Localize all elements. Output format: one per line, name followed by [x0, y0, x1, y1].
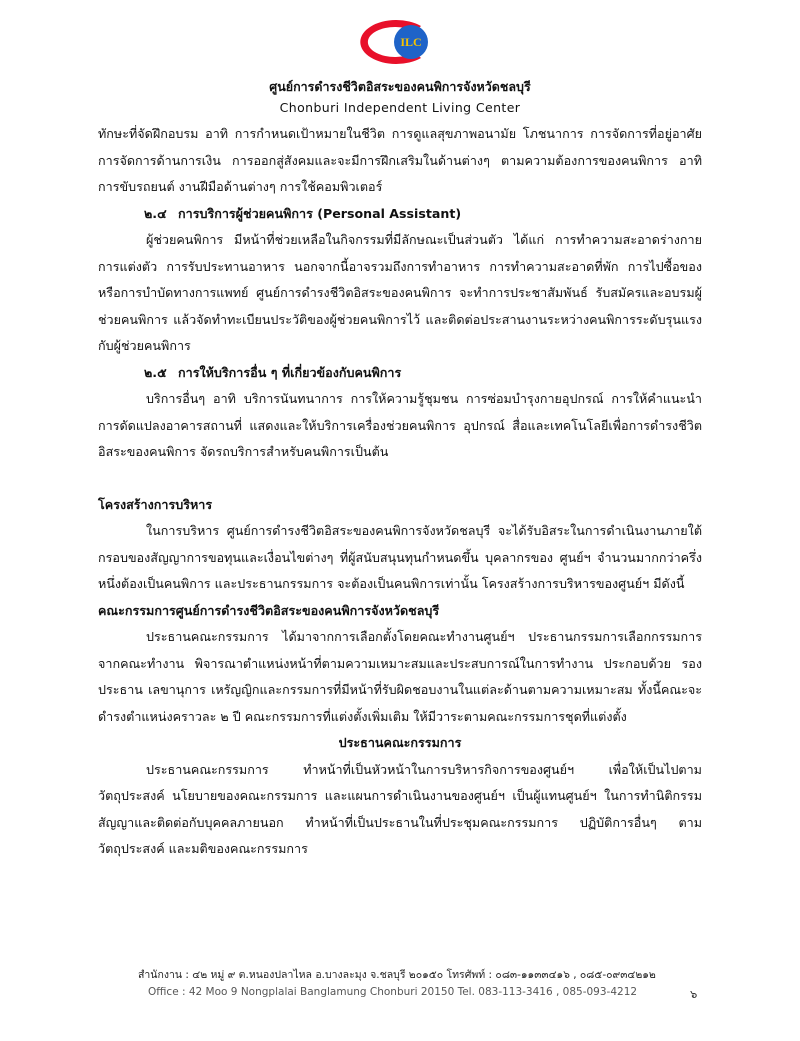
section-2-5-paragraph: บริการอื่นๆ อาทิ บริการนันทนาการ การให้ความรู้ชุมชน การซ่อมบำรุงกายอุปกรณ์ การให้คำแนะนำการดัดแปลงอาคารสถานที่ แสดงและให้บริการเครื่องช่วยคนพิการ อุปกรณ์ สื่อและเทคโนโลยีเพื่อการดำรงชีวิตอิสระของคนพิการ จัดรถบริการสำหรับคนพิการเป็นต้น — [98, 391, 702, 459]
document-body — [98, 121, 702, 863]
org-name-english: Chonburi Independent Living Center — [279, 100, 521, 115]
committee-paragraph: ประธานคณะกรรมการ ได้มาจากการเลือกตั้งโดยคณะทำงานศูนย์ฯ ประธานกรรมการเลือกกรรมการจากคณะทำงาน พิจารณาตำแหน่งหน้าที่ตามความเหมาะสมและประสบการณ์ในการทำงาน ประกอบด้วย รองประธาน เลขานุการ เหรัญญิกและกรรมการที่มีหน้าที่รับผิดชอบงานในแต่ละด้านตามความเหมาะสม ทั้งนี้คณะจะดำรงตำแหน่งคราวละ ๒ ปี คณะกรรมการที่แต่งตั้งเพิ่มเติม ให้มีวาระตามคณะกรรมการชุดที่แต่งตั้ง — [98, 629, 702, 724]
ilc-logo — [355, 12, 455, 72]
footer-address-thai: สำนักงาน : ๔๒ หมู่ ๙ ต.หนองปลาไหล อ.บางละมุง จ.ชลบุรี ๒๐๑๕๐ โทรศัพท์ : ๐๘๓-๑๑๓๓๔๑๖ , ๐๘๕-๐๙๓๔๒๑๒ — [138, 969, 656, 981]
admin-structure-paragraph: ในการบริหาร ศูนย์การดำรงชีวิตอิสระของคนพิการจังหวัดชลบุรี จะได้รับอิสระในการดำเนินงานภายใต้กรอบของสัญญาการขอทุนและเงื่อนไขต่างๆ ที่ผู้สนับสนุนทุนกำหนดขึ้น บุคลากรของ ศูนย์ฯ จำนวนมากกว่าครึ่งหนึ่งต้องเป็นคนพิการ และประธานกรรมการ จะต้องเป็นคนพิการเท่านั้น โครงสร้างการบริหารของศูนย์ฯ มีดังนี้ — [98, 523, 702, 591]
footer-address-english: Office : 42 Moo 9 Nongplalai Banglamung Chonburi 20150 Tel. 083-113-3416 , 085-093-4212 — [148, 986, 638, 998]
committee-heading: คณะกรรมการศูนย์การดำรงชีวิตอิสระของคนพิการจังหวัดชลบุรี — [98, 602, 440, 618]
spacer — [98, 466, 702, 492]
admin-structure-heading: โครงสร้างการบริหาร — [98, 496, 213, 512]
section-2-4-number: ๒.๔ — [144, 205, 167, 221]
section-2-4-paragraph: ผู้ช่วยคนพิการ มีหน้าที่ช่วยเหลือในกิจกรรมที่มีลักษณะเป็นส่วนตัว ได้แก่ การทำความสะอาดร่างกาย การแต่งตัว การรับประทานอาหาร นอกจากนี้อาจรวมถึงการทำอาหาร การทำความสะอาดที่พัก การไปซื้อของหรือการบำบัดทางการแพทย์ ศูนย์การดำรงชีวิตอิสระของคนพิการ จะทำการประชาสัมพันธ์ รับสมัครและอบรมผู้ช่วยคนพิการ แล้วจัดทำทะเบียนประวัติของผู้ช่วยคนพิการไว้ และติดต่อประสานงานระหว่างคนพิการระดับรุนแรงกับผู้ช่วยคนพิการ — [98, 232, 702, 353]
org-name-thai: ศูนย์การดำรงชีวิตอิสระของคนพิการจังหวัดชลบุรี — [269, 79, 531, 94]
chair-heading: ประธานคณะกรรมการ — [338, 735, 462, 750]
section-2-5-number: ๒.๕ — [144, 364, 167, 380]
chair-paragraph: ประธานคณะกรรมการ ทำหน้าที่เป็นหัวหน้าในการบริหารกิจการของศูนย์ฯ เพื่อให้เป็นไปตามวัตถุประสงค์ นโยบายของคณะกรรมการ และแผนการดำเนินงานของศูนย์ฯ เป็นผู้แทนศูนย์ฯ ในการทำนิติกรรมสัญญาและติดต่อกับบุคคลภายนอก ทำหน้าที่เป็นประธานในที่ประชุมคณะกรรมการ ปฏิบัติการอื่นๆ ตามวัตถุประสงค์ และมติของคณะกรรมการ — [98, 761, 702, 856]
section-2-4-title: การบริการผู้ช่วยคนพิการ (Personal Assistant) — [178, 205, 462, 221]
section-2-5-heading — [98, 360, 702, 387]
section-2-5-title: การให้บริการอื่น ๆ ที่เกี่ยวข้องกับคนพิการ — [178, 364, 402, 380]
page-number: ๖ — [690, 987, 698, 1001]
intro-paragraph: ทักษะที่จัดฝึกอบรม อาทิ การกำหนดเป้าหมายในชีวิต การดูแลสุขภาพอนามัย โภชนาการ การจัดการที่อยู่อาศัย การจัดการด้านการเงิน การออกสู่สังคมและจะมีการฝึกเสริมในด้านต่างๆ ตามความต้องการของคนพิการ อาทิ การขับรถยนต์ งานฝีมือด้านต่างๆ การใช้คอมพิวเตอร์ — [98, 126, 702, 194]
section-2-4-heading — [98, 201, 702, 228]
logo-text: ILC — [400, 35, 422, 49]
